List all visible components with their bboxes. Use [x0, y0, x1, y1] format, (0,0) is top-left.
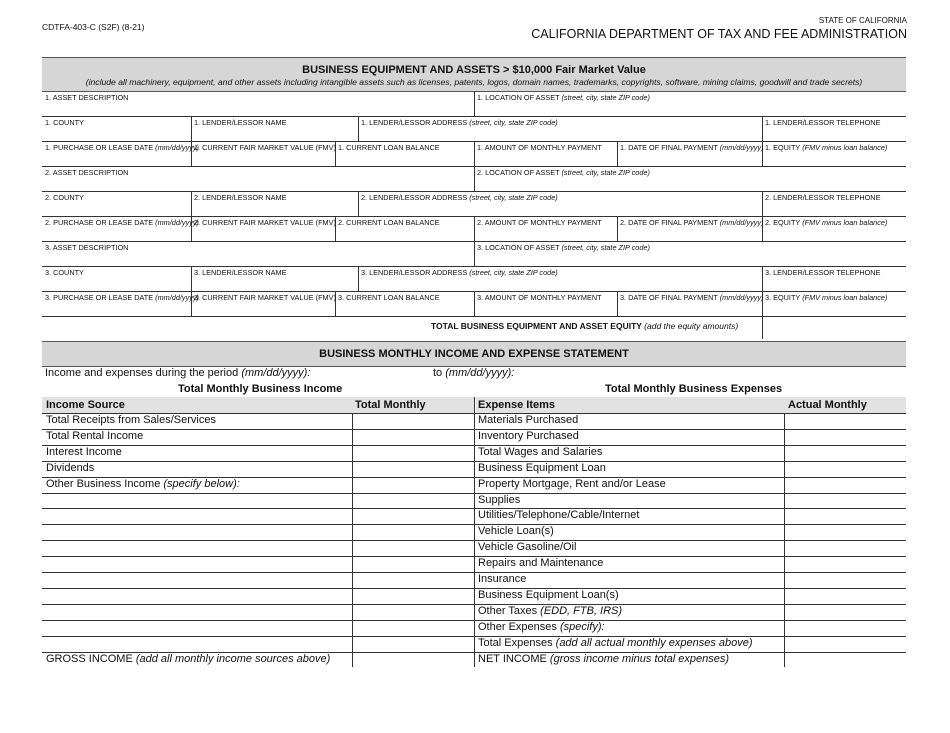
asset-1-location	[477, 93, 650, 102]
asset-1-description-field[interactable]	[45, 102, 472, 115]
asset-1-fmv	[194, 143, 336, 152]
asset-1-description	[45, 93, 128, 102]
expense-row-label	[478, 557, 603, 569]
income-amount-field[interactable]	[354, 525, 472, 539]
monthly-payment-label: 3. AMOUNT OF MONTHLY PAYMENT	[477, 293, 602, 302]
asset-2-location-field[interactable]	[477, 177, 904, 190]
expense-row-label	[478, 573, 526, 585]
income-amount-field[interactable]	[354, 462, 472, 476]
expense-row-label	[478, 462, 606, 474]
other-income-source-field[interactable]	[44, 621, 350, 635]
expense-amount-field[interactable]	[786, 525, 904, 539]
expense-specify-note: (specify):	[559, 620, 605, 633]
lender-phone-label: 2. LENDER/LESSOR TELEPHONE	[765, 193, 881, 202]
asset-2-row3-field4[interactable]	[477, 227, 615, 240]
expense-row-label	[478, 637, 753, 649]
asset-3-row2-div2	[358, 266, 359, 291]
expense-amount-field[interactable]	[786, 557, 904, 571]
asset-1-county-field[interactable]	[45, 127, 189, 140]
asset-2-description-field[interactable]	[45, 177, 472, 190]
asset-2-lender-address-field[interactable]	[361, 202, 760, 215]
asset-description-label: 3. ASSET DESCRIPTION	[45, 243, 129, 252]
asset-1-row3-field1[interactable]	[45, 152, 189, 165]
expense-item-text: Business Equipment Loan(s)	[478, 588, 619, 601]
lender-phone-label: 3. LENDER/LESSOR TELEPHONE	[765, 268, 881, 277]
period-to-field[interactable]	[520, 366, 700, 381]
expense-row-label	[478, 605, 622, 617]
total-equity-label: TOTAL BUSINESS EQUIPMENT AND ASSET EQUITY (add the equity amounts)	[431, 321, 739, 331]
equity-label: 3. EQUITY	[765, 293, 801, 302]
expense-row-label	[478, 414, 578, 426]
asset-3-fmv	[194, 293, 336, 302]
expense-item-text: Vehicle Gasoline/Oil	[478, 541, 577, 554]
lender-name-label: 3. LENDER/LESSOR NAME	[194, 268, 287, 277]
asset-3-loan-balance	[338, 293, 440, 302]
asset-1-row3-div3	[474, 141, 475, 166]
final-payment-note: (mm/dd/yyyy)	[719, 143, 764, 152]
asset-1-lender-phone-field[interactable]	[765, 127, 904, 140]
asset-1-row3-field4[interactable]	[477, 152, 615, 165]
asset-3-lender-address	[361, 268, 558, 277]
state-label: STATE OF CALIFORNIA	[818, 16, 907, 25]
income-row-label	[46, 414, 216, 426]
asset-2-loan-balance	[338, 218, 440, 227]
expense-amount-field[interactable]	[786, 478, 904, 492]
asset-1-row3-field6[interactable]	[765, 152, 904, 165]
expense-row-label	[478, 589, 619, 601]
asset-3-location-field[interactable]	[477, 252, 904, 265]
asset-3-lender-address-field[interactable]	[361, 277, 760, 290]
asset-1-lender-name	[194, 118, 286, 127]
asset-3-lender-name	[194, 268, 286, 277]
net-income-label	[478, 653, 729, 665]
gross-income-text: GROSS INCOME	[46, 652, 136, 665]
net-income-field[interactable]	[786, 653, 904, 667]
income-amount-field[interactable]	[354, 509, 472, 523]
expense-amount-field[interactable]	[786, 462, 904, 476]
period-from-field[interactable]	[310, 366, 430, 381]
income-col-total: Total Monthly	[355, 399, 426, 411]
asset-1-county	[45, 118, 84, 127]
asset-2-row3-field6[interactable]	[765, 227, 904, 240]
asset-1-row2-div3	[762, 116, 763, 141]
asset-3-row3-field3[interactable]	[338, 302, 472, 315]
asset-2-row3-field3[interactable]	[338, 227, 472, 240]
expense-taxes-note: (EDD, FTB, IRS)	[540, 604, 623, 617]
asset-description-label: 1. ASSET DESCRIPTION	[45, 93, 129, 102]
income-amount-field[interactable]	[354, 557, 472, 571]
expense-item-text: Business Equipment Loan	[478, 461, 606, 474]
asset-1-row2-div2	[358, 116, 359, 141]
income-amount-field[interactable]	[354, 573, 472, 587]
income-amount-field[interactable]	[354, 446, 472, 460]
asset-1-row1-divider	[474, 91, 475, 116]
asset-3-row3-line	[42, 316, 906, 317]
expense-amount-field[interactable]	[786, 621, 904, 635]
asset-1-row3-field5[interactable]	[620, 152, 760, 165]
equity-note: (FMV minus loan balance)	[802, 293, 888, 302]
income-amount-field[interactable]	[354, 430, 472, 444]
gross-income-label	[46, 653, 330, 665]
asset-2-row3-div4	[617, 216, 618, 241]
asset-2-lender-phone-field[interactable]	[765, 202, 904, 215]
asset-3-lender-name-field[interactable]	[194, 277, 356, 290]
equity-note: (FMV minus loan balance)	[802, 218, 888, 227]
income-source-text: Dividends	[46, 461, 95, 474]
asset-3-county-field[interactable]	[45, 277, 189, 290]
asset-2-location	[477, 168, 650, 177]
lender-address-label: 2. LENDER/LESSOR ADDRESS	[361, 193, 468, 202]
asset-3-row1-divider	[474, 241, 475, 266]
asset-2-row1-divider	[474, 166, 475, 191]
expense-amount-field[interactable]	[786, 589, 904, 603]
final-payment-label: 1. DATE OF FINAL PAYMENT	[620, 143, 718, 152]
expense-amount-field[interactable]	[786, 637, 904, 651]
income-source-text: Total Rental Income	[46, 429, 144, 442]
expense-row-label	[478, 621, 605, 633]
county-label: 3. COUNTY	[45, 268, 84, 277]
asset-3-description	[45, 243, 128, 252]
asset-3-row3-field2[interactable]	[194, 302, 333, 315]
expense-row-label	[478, 446, 602, 458]
asset-3-monthly-payment	[477, 293, 602, 302]
other-income-source-field[interactable]	[44, 525, 350, 539]
asset-2-row2-div1	[191, 191, 192, 216]
expense-amount-field[interactable]	[786, 414, 904, 428]
monthly-payment-label: 2. AMOUNT OF MONTHLY PAYMENT	[477, 218, 602, 227]
asset-2-lender-phone	[765, 193, 880, 202]
expense-item-text: Total Wages and Salaries	[478, 445, 603, 458]
assets-section-banner	[42, 57, 906, 92]
location-label: 2. LOCATION OF ASSET	[477, 168, 560, 177]
asset-3-row3-field6[interactable]	[765, 302, 904, 315]
equity-note: (FMV minus loan balance)	[802, 143, 888, 152]
purchase-date-note: (mm/dd/yyyy)	[155, 218, 199, 227]
net-income-note: (gross income minus total expenses)	[549, 652, 730, 665]
income-source-text: Interest Income	[46, 445, 122, 458]
form-code: CDTFA-403-C (S2F) (8-21)	[42, 22, 145, 32]
expense-item-text: Utilities/Telephone/Cable/Internet	[478, 509, 640, 522]
income-section-title: BUSINESS MONTHLY INCOME AND EXPENSE STATEMENT	[319, 348, 629, 360]
expense-item-text: Total Expenses	[478, 636, 556, 649]
income-amount-field[interactable]	[354, 605, 472, 619]
expense-row-label	[478, 430, 579, 442]
location-note: (street, city, state ZIP code)	[561, 243, 650, 252]
asset-1-equity	[765, 143, 887, 152]
expense-total-note: (add all actual monthly expenses above)	[555, 636, 753, 649]
total-equity-field[interactable]	[764, 318, 905, 338]
asset-2-lender-name-field[interactable]	[194, 202, 356, 215]
table-row-1-line	[42, 429, 906, 430]
asset-1-final-payment	[620, 143, 764, 152]
expense-amount-field[interactable]	[786, 541, 904, 555]
location-label: 3. LOCATION OF ASSET	[477, 243, 560, 252]
expense-amount-field[interactable]	[786, 494, 904, 508]
asset-3-location	[477, 243, 650, 252]
expense-item-text: Supplies	[478, 493, 521, 506]
asset-3-row3-field4[interactable]	[477, 302, 615, 315]
other-income-source-field[interactable]	[44, 637, 350, 651]
department-name: CALIFORNIA DEPARTMENT OF TAX AND FEE ADMINISTRATION	[531, 27, 907, 41]
other-income-source-field[interactable]	[44, 509, 350, 523]
gross-income-field[interactable]	[354, 653, 472, 667]
loan-balance-label: 2. CURRENT LOAN BALANCE	[338, 218, 440, 227]
table-row-3-line	[42, 461, 906, 462]
loan-balance-label: 3. CURRENT LOAN BALANCE	[338, 293, 440, 302]
other-income-source-field[interactable]	[44, 557, 350, 571]
fmv-label: 2. CURRENT FAIR MARKET VALUE (FMV)	[194, 218, 336, 227]
period-to-label: to (mm/dd/yyyy):	[433, 367, 515, 379]
asset-1-row3-field3[interactable]	[338, 152, 472, 165]
other-income-source-field[interactable]	[44, 494, 350, 508]
asset-2-row1-line	[42, 191, 906, 192]
asset-2-row3-field1[interactable]	[45, 227, 189, 240]
expense-item-text: Property Mortgage, Rent and/or Lease	[478, 477, 666, 490]
lender-address-label: 3. LENDER/LESSOR ADDRESS	[361, 268, 468, 277]
loan-balance-label: 1. CURRENT LOAN BALANCE	[338, 143, 440, 152]
income-amount-field[interactable]	[354, 589, 472, 603]
fmv-label: 1. CURRENT FAIR MARKET VALUE (FMV)	[194, 143, 336, 152]
asset-1-row3-div4	[617, 141, 618, 166]
final-payment-label: 2. DATE OF FINAL PAYMENT	[620, 218, 718, 227]
fmv-label: 3. CURRENT FAIR MARKET VALUE (FMV)	[194, 293, 336, 302]
lender-name-label: 2. LENDER/LESSOR NAME	[194, 193, 287, 202]
other-income-source-field[interactable]	[44, 605, 350, 619]
income-source-text: Total Receipts from Sales/Services	[46, 414, 216, 426]
other-income-source-field[interactable]	[44, 573, 350, 587]
table-row-2-line	[42, 445, 906, 446]
asset-1-row2-div1	[191, 116, 192, 141]
gross-income-note: (add all monthly income sources above)	[135, 652, 331, 665]
income-row-label	[46, 430, 143, 442]
asset-3-county	[45, 268, 84, 277]
total-equity-divider	[762, 317, 763, 339]
purchase-date-note: (mm/dd/yyyy)	[155, 143, 199, 152]
asset-3-row2-div1	[191, 266, 192, 291]
income-amount-field[interactable]	[354, 494, 472, 508]
final-payment-note: (mm/dd/yyyy)	[719, 218, 764, 227]
expense-header: Total Monthly Business Expenses	[605, 383, 783, 395]
purchase-date-label: 3. PURCHASE OR LEASE DATE	[45, 293, 154, 302]
lender-address-note: (street, city, state ZIP code)	[469, 268, 558, 277]
asset-3-row1-line	[42, 266, 906, 267]
income-row-label	[46, 446, 122, 458]
expense-row-label	[478, 494, 520, 506]
lender-address-note: (street, city, state ZIP code)	[469, 118, 558, 127]
expense-col-items: Expense Items	[478, 399, 556, 411]
expense-col-actual: Actual Monthly	[788, 399, 867, 411]
purchase-date-note: (mm/dd/yyyy)	[155, 293, 199, 302]
asset-3-row2-div3	[762, 266, 763, 291]
expense-item-text: Other Taxes	[478, 604, 541, 617]
asset-2-row2-div3	[762, 191, 763, 216]
asset-2-equity	[765, 218, 887, 227]
expense-row-label	[478, 509, 639, 521]
county-label: 2. COUNTY	[45, 193, 84, 202]
asset-3-lender-phone	[765, 268, 880, 277]
asset-1-lender-name-field[interactable]	[194, 127, 356, 140]
asset-3-final-payment	[620, 293, 764, 302]
other-income-source-field[interactable]	[44, 589, 350, 603]
asset-3-row3-field1[interactable]	[45, 302, 189, 315]
other-income-source-field[interactable]	[44, 541, 350, 555]
final-payment-note: (mm/dd/yyyy)	[719, 293, 764, 302]
asset-1-row1-line	[42, 116, 906, 117]
income-amount-field[interactable]	[354, 637, 472, 651]
purchase-date-label: 2. PURCHASE OR LEASE DATE	[45, 218, 154, 227]
asset-3-purchase-date	[45, 293, 199, 302]
expense-row-label	[478, 478, 666, 490]
income-source-text: Other Business Income	[46, 477, 164, 490]
asset-1-loan-balance	[338, 143, 440, 152]
period-label: Income and expenses during the period (mm/dd/yyyy):	[45, 367, 311, 379]
asset-1-location-field[interactable]	[477, 102, 904, 115]
lender-name-label: 1. LENDER/LESSOR NAME	[194, 118, 287, 127]
income-specify-note: (specify below):	[163, 477, 240, 490]
asset-3-row3-field5[interactable]	[620, 302, 760, 315]
expense-item-text: Repairs and Maintenance	[478, 557, 604, 570]
expense-row-label	[478, 541, 576, 553]
asset-3-description-field[interactable]	[45, 252, 472, 265]
expense-item-text: Materials Purchased	[478, 414, 579, 426]
asset-2-row2-div2	[358, 191, 359, 216]
asset-2-purchase-date	[45, 218, 199, 227]
asset-2-lender-address	[361, 193, 558, 202]
expense-item-text: Vehicle Loan(s)	[478, 525, 554, 538]
income-section-banner	[42, 341, 906, 367]
equity-label: 2. EQUITY	[765, 218, 801, 227]
income-expense-divider	[474, 397, 475, 667]
purchase-date-label: 1. PURCHASE OR LEASE DATE	[45, 143, 154, 152]
income-row-label	[46, 462, 94, 474]
expense-item-text: Inventory Purchased	[478, 429, 579, 442]
assets-section-title: BUSINESS EQUIPMENT AND ASSETS > $10,000 Fair Market Value	[302, 64, 646, 76]
asset-1-lender-address-field[interactable]	[361, 127, 760, 140]
asset-2-monthly-payment	[477, 218, 602, 227]
asset-3-row3-div3	[474, 291, 475, 316]
income-header: Total Monthly Business Income	[178, 383, 343, 395]
expense-amount-field[interactable]	[786, 430, 904, 444]
county-label: 1. COUNTY	[45, 118, 84, 127]
asset-2-row3-field2[interactable]	[194, 227, 333, 240]
asset-1-monthly-payment	[477, 143, 602, 152]
expense-amount-field[interactable]	[786, 605, 904, 619]
final-payment-label: 3. DATE OF FINAL PAYMENT	[620, 293, 718, 302]
asset-description-label: 2. ASSET DESCRIPTION	[45, 168, 129, 177]
asset-3-equity	[765, 293, 887, 302]
location-note: (street, city, state ZIP code)	[561, 93, 650, 102]
equity-label: 1. EQUITY	[765, 143, 801, 152]
expense-amount-field[interactable]	[786, 446, 904, 460]
income-col-source: Income Source	[46, 399, 125, 411]
asset-2-row3-field5[interactable]	[620, 227, 760, 240]
expense-item-text: Other Expenses	[478, 620, 560, 633]
asset-2-county	[45, 193, 84, 202]
lender-address-label: 1. LENDER/LESSOR ADDRESS	[361, 118, 468, 127]
expense-amount-field[interactable]	[786, 573, 904, 587]
asset-2-county-field[interactable]	[45, 202, 189, 215]
location-note: (street, city, state ZIP code)	[561, 168, 650, 177]
asset-1-lender-address	[361, 118, 558, 127]
assets-section-subtitle: (include all machinery, equipment, and other assets including intangible assets such as licenses, patents, logos, domain names, trademarks, copyrights, software, mining claims, goodwill and trade secrets)	[85, 77, 863, 87]
income-amount-field[interactable]	[354, 414, 472, 428]
asset-1-purchase-date	[45, 143, 199, 152]
expense-item-text: Insurance	[478, 573, 527, 585]
monthly-payment-label: 1. AMOUNT OF MONTHLY PAYMENT	[477, 143, 602, 152]
net-income-text: NET INCOME	[478, 652, 550, 665]
asset-2-final-payment	[620, 218, 764, 227]
location-label: 1. LOCATION OF ASSET	[477, 93, 560, 102]
asset-2-description	[45, 168, 128, 177]
income-amount-field[interactable]	[354, 621, 472, 635]
asset-1-row3-field2[interactable]	[194, 152, 333, 165]
expense-row-label	[478, 525, 554, 537]
lender-phone-label: 1. LENDER/LESSOR TELEPHONE	[765, 118, 881, 127]
asset-1-lender-phone	[765, 118, 880, 127]
income-amount-field[interactable]	[354, 541, 472, 555]
expense-amount-field[interactable]	[786, 509, 904, 523]
asset-3-lender-phone-field[interactable]	[765, 277, 904, 290]
income-row-label	[46, 478, 240, 490]
asset-3-row3-div4	[617, 291, 618, 316]
asset-2-fmv	[194, 218, 336, 227]
asset-2-lender-name	[194, 193, 286, 202]
asset-2-row3-div3	[474, 216, 475, 241]
lender-address-note: (street, city, state ZIP code)	[469, 193, 558, 202]
